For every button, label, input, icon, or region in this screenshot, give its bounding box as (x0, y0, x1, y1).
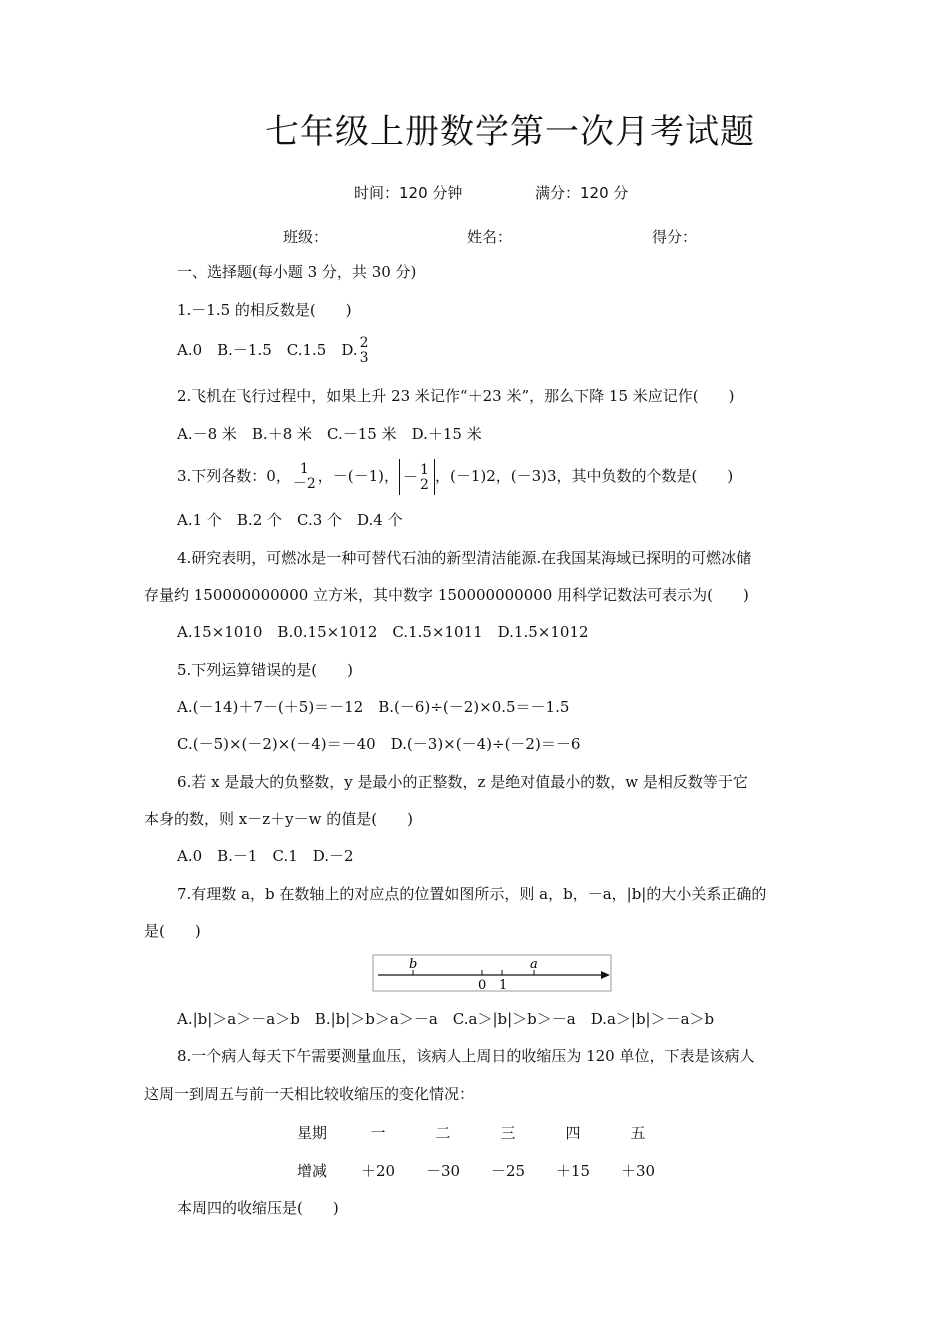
fraction-numerator: 2 (359, 335, 369, 351)
label-b: b (409, 957, 418, 972)
table-cell: 一 (370, 1124, 386, 1142)
table-cell: 增减 (296, 1162, 327, 1180)
question-4-line2: 存量约 150000000000 立方米，其中数字 150000000000 用科学记数法可表示为( ) (144, 586, 749, 604)
abs-sign: － (403, 468, 419, 486)
question-3-stem (177, 456, 733, 496)
fraction-denominator: －2 (292, 476, 316, 492)
question-1-stem: 1.－1.5 的相反数是( ) (177, 301, 352, 319)
number-line-figure (372, 954, 614, 994)
table-cell: ＋30 (620, 1162, 656, 1180)
label-one: 1 (499, 978, 508, 993)
table-cell: ＋15 (555, 1162, 591, 1180)
table-cell: 二 (435, 1124, 451, 1142)
fraction-two-thirds (360, 336, 369, 366)
question-5-stem: 5.下列运算错误的是( ) (177, 661, 354, 679)
table-cell: 星期 (296, 1124, 327, 1142)
question-5-options-ab: A.(－14)＋7－(＋5)＝－12 B.(－6)÷(－2)×0.5＝－1.5 (177, 698, 570, 716)
score-info: 满分：120 分 (535, 184, 629, 202)
fraction-numerator: 1 (420, 462, 429, 478)
question-5-options-cd: C.(－5)×(－2)×(－4)＝－40 D.(－3)×(－4)÷(－2)＝－6 (177, 735, 581, 753)
question-3-options: A.1 个 B.2 个 C.3 个 D.4 个 (177, 511, 403, 529)
label-a: a (530, 957, 538, 972)
question-8-line2: 这周一到周五与前一天相比较收缩压的变化情况： (144, 1085, 475, 1103)
table-cell: 四 (565, 1124, 581, 1142)
question-7-line1: 7.有理数 a，b 在数轴上的对应点的位置如图所示，则 a，b，－a，|b|的大小关系正确的 (177, 885, 767, 903)
points-label: 得分： (652, 228, 698, 246)
question-3-lead: 3.下列各数：0， (177, 467, 291, 485)
fraction-neg-half (293, 462, 316, 492)
fraction-denominator: 2 (420, 477, 429, 493)
question-6-line2: 本身的数，则 x－z＋y－w 的值是( ) (144, 810, 413, 828)
question-3-mid: ，－(－1)， (317, 467, 400, 485)
table-cell: ＋20 (360, 1162, 396, 1180)
page-title: 七年级上册数学第一次月考试题 (265, 112, 755, 152)
absolute-value (399, 459, 435, 495)
question-6-line1: 6.若 x 是最大的负整数，y 是最小的正整数，z 是绝对值最小的数，w 是相反数等于它 (177, 773, 748, 791)
fraction-half (420, 463, 429, 493)
question-3-tail: ，(－1)2，(－3)3，其中负数的个数是( ) (434, 467, 734, 485)
question-4-options: A.15×1010 B.0.15×1012 C.1.5×1011 D.1.5×1012 (177, 623, 589, 641)
class-label: 班级： (283, 228, 329, 246)
label-zero: 0 (478, 978, 487, 993)
table-cell: 五 (630, 1124, 646, 1142)
question-7-options: A.|b|＞a＞－a＞b B.|b|＞b＞a＞－a C.a＞|b|＞b＞－a D.a＞|b|＞－a＞b (177, 1010, 715, 1028)
axis-arrow-icon (601, 971, 610, 979)
name-label: 姓名： (467, 228, 513, 246)
question-2-options: A.－8 米 B.＋8 米 C.－15 米 D.＋15 米 (177, 425, 482, 443)
table-cell: 三 (500, 1124, 516, 1142)
question-8-prompt: 本周四的收缩压是( ) (177, 1199, 339, 1217)
question-4-line1: 4.研究表明，可燃冰是一种可替代石油的新型清洁能源.在我国某海域已探明的可燃冰储 (177, 549, 752, 567)
section-heading: 一、选择题(每小题 3 分，共 30 分) (177, 263, 417, 281)
fraction-numerator: 1 (299, 461, 309, 477)
table-cell: －30 (425, 1162, 461, 1180)
fraction-denominator: 3 (359, 350, 369, 366)
question-1-options-text: A.0 B.－1.5 C.1.5 D. (177, 341, 358, 359)
question-1-options (177, 336, 371, 366)
question-7-line2: 是( ) (144, 922, 201, 940)
question-6-options: A.0 B.－1 C.1 D.－2 (177, 847, 354, 865)
table-cell: －25 (490, 1162, 526, 1180)
question-8-line1: 8.一个病人每天下午需要测量血压，该病人上周日的收缩压为 120 单位，下表是该病人 (177, 1047, 755, 1065)
question-2-stem: 2.飞机在飞行过程中，如果上升 23 米记作“＋23 米”，那么下降 15 米应记作( ) (177, 387, 735, 405)
time-info: 时间：120 分钟 (354, 184, 463, 202)
